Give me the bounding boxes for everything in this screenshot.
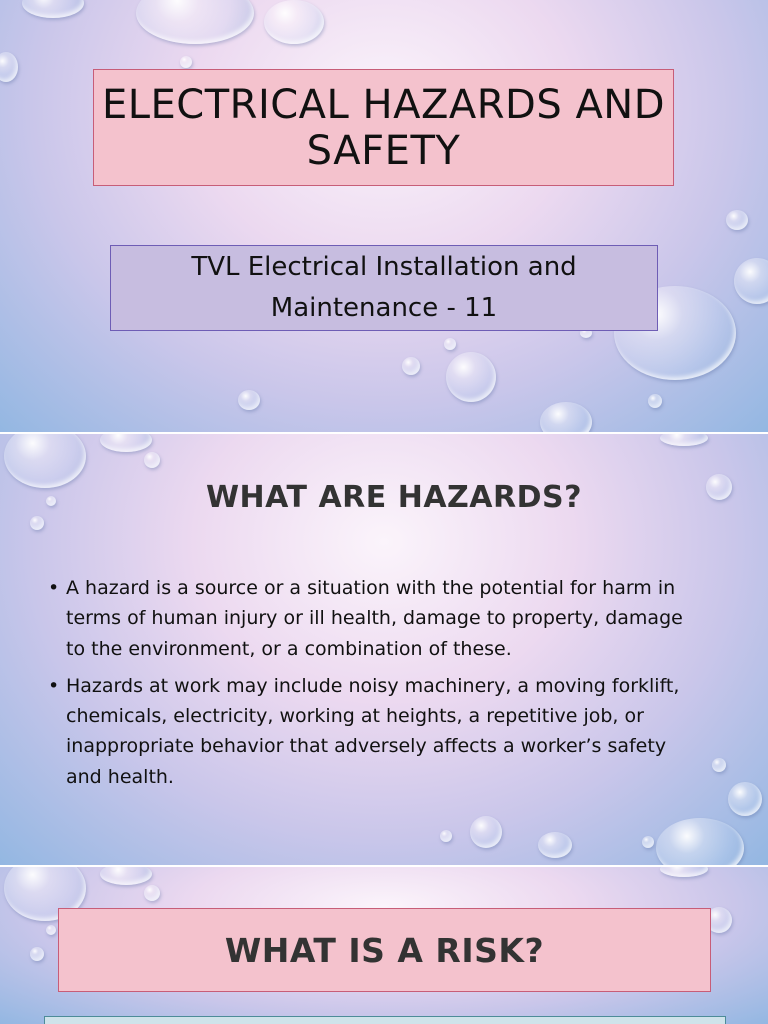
water-drop-decoration [402, 357, 420, 375]
water-drop-decoration [100, 867, 152, 885]
water-drop-decoration [538, 832, 572, 858]
slide-heading: WHAT ARE HAZARDS? [205, 480, 583, 515]
slide-title-text: ELECTRICAL HAZARDS AND SAFETY [101, 81, 666, 174]
content-box [44, 1016, 726, 1024]
bullet-list [48, 573, 698, 799]
water-drop-decoration [540, 402, 592, 432]
water-drop-decoration [180, 56, 192, 68]
title-box [93, 69, 674, 186]
subtitle-box [110, 245, 658, 331]
water-drop-decoration [144, 452, 160, 468]
water-drop-decoration [30, 516, 44, 530]
water-drop-decoration [470, 816, 502, 848]
bullet-item [48, 573, 698, 664]
water-drop-decoration [144, 885, 160, 901]
water-drop-decoration [660, 434, 708, 446]
water-drop-decoration [264, 0, 324, 44]
water-drop-decoration [100, 434, 152, 452]
water-drop-decoration [440, 830, 452, 842]
bullet-marker: • [48, 674, 60, 697]
water-drop-decoration [446, 352, 496, 402]
water-drop-decoration [22, 0, 84, 18]
water-drop-decoration [136, 0, 254, 44]
water-drop-decoration [238, 390, 260, 410]
water-drop-decoration [648, 394, 662, 408]
water-drop-decoration [712, 758, 726, 772]
bullet-text: A hazard is a source or a situation with the potential for harm in terms of human injury or ill health, damage to property, damage to the environment, or a combination of these. [66, 577, 683, 660]
slide-what-is-a-risk [0, 867, 768, 1024]
slide-heading: WHAT IS A RISK? [224, 930, 545, 970]
water-drop-decoration [728, 782, 762, 816]
bullet-marker: • [48, 577, 60, 599]
bullet-text: Hazards at work may include noisy machinery, a moving forklift, chemicals, electricity, working at heights, a repetitive job, or inappropriate behavior that adversely affects a worker’s safety and health. [66, 674, 680, 788]
risk-heading-box [58, 908, 711, 992]
water-drop-decoration [660, 867, 708, 877]
water-drop-decoration [726, 210, 748, 230]
water-drop-decoration [444, 338, 456, 350]
water-drop-decoration [0, 52, 18, 82]
water-drop-decoration [30, 947, 44, 961]
water-drop-decoration [46, 925, 56, 935]
water-drop-decoration [656, 818, 744, 865]
water-drop-decoration [734, 258, 768, 304]
slide-title [0, 0, 768, 432]
slide-what-are-hazards [0, 434, 768, 865]
bullet-item [48, 671, 698, 792]
slide-subtitle-text: TVL Electrical Installation and Maintenance - 11 [191, 252, 577, 323]
water-drop-decoration [642, 836, 654, 848]
